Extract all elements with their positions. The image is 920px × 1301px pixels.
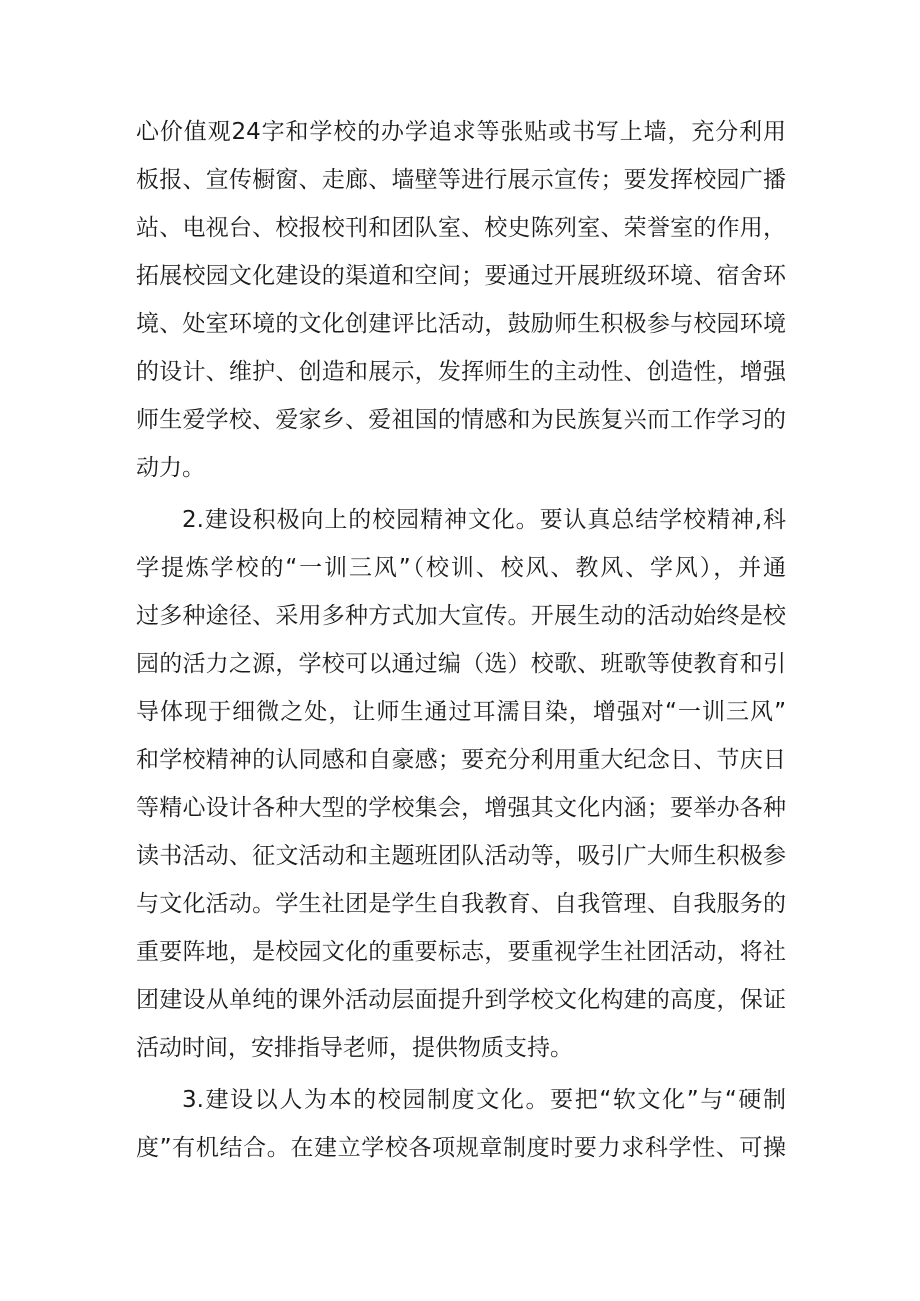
paragraph-3-first-line: 3.建设以人为本的校园制度文化。要把“软文化”与“硬制: [182, 1087, 786, 1113]
text-line: 过多种途径、采用多种方式加大宣传。开展生动的活动始终是校: [136, 603, 786, 629]
text-line: 师生爱学校、爱家乡、爱祖国的情感和为民族复兴而工作学习的: [136, 407, 786, 433]
text-line: 拓展校园文化建设的渠道和空间；要通过开展班级环境、宿舍环: [136, 263, 786, 289]
text-line: 和学校精神的认同感和自豪感；要充分利用重大纪念日、节庆日: [136, 747, 786, 773]
text-line: 读书活动、征文活动和主题班团队活动等，吸引广大师生积极参: [136, 843, 786, 869]
text-line: 动力。: [136, 455, 205, 481]
text-line: 度”有机结合。在建立学校各项规章制度时要力求科学性、可操: [136, 1135, 786, 1161]
text-line: 活动时间，安排指导老师，提供物质支持。: [136, 1035, 573, 1061]
text-line: 导体现于细微之处，让师生通过耳濡目染，增强对“一训三风”: [136, 699, 786, 725]
text-line: 板报、宣传橱窗、走廊、墙壁等进行展示宣传；要发挥校园广播: [136, 167, 786, 193]
text-line: 与文化活动。学生社团是学生自我教育、自我管理、自我服务的: [136, 891, 786, 917]
text-line: 境、处室环境的文化创建评比活动，鼓励师生积极参与校园环境: [136, 311, 786, 337]
text-line: 园的活力之源，学校可以通过编（选）校歌、班歌等使教育和引: [136, 651, 786, 677]
text-line: 学提炼学校的“一训三风”（校训、校风、教风、学风），并通: [136, 555, 786, 581]
text-line: 站、电视台、校报校刊和团队室、校史陈列室、荣誉室的作用，: [136, 215, 786, 241]
text-line: 心价值观24字和学校的办学追求等张贴或书写上墙，充分利用: [136, 119, 786, 145]
paragraph-2-first-line: 2.建设积极向上的校园精神文化。要认真总结学校精神,科: [182, 507, 786, 533]
text-line: 的设计、维护、创造和展示，发挥师生的主动性、创造性，增强: [136, 359, 786, 385]
text-line: 等精心设计各种大型的学校集会，增强其文化内涵；要举办各种: [136, 795, 786, 821]
text-line: 团建设从单纯的课外活动层面提升到学校文化构建的高度，保证: [136, 987, 786, 1013]
text-line: 重要阵地，是校园文化的重要标志，要重视学生社团活动，将社: [136, 939, 786, 965]
